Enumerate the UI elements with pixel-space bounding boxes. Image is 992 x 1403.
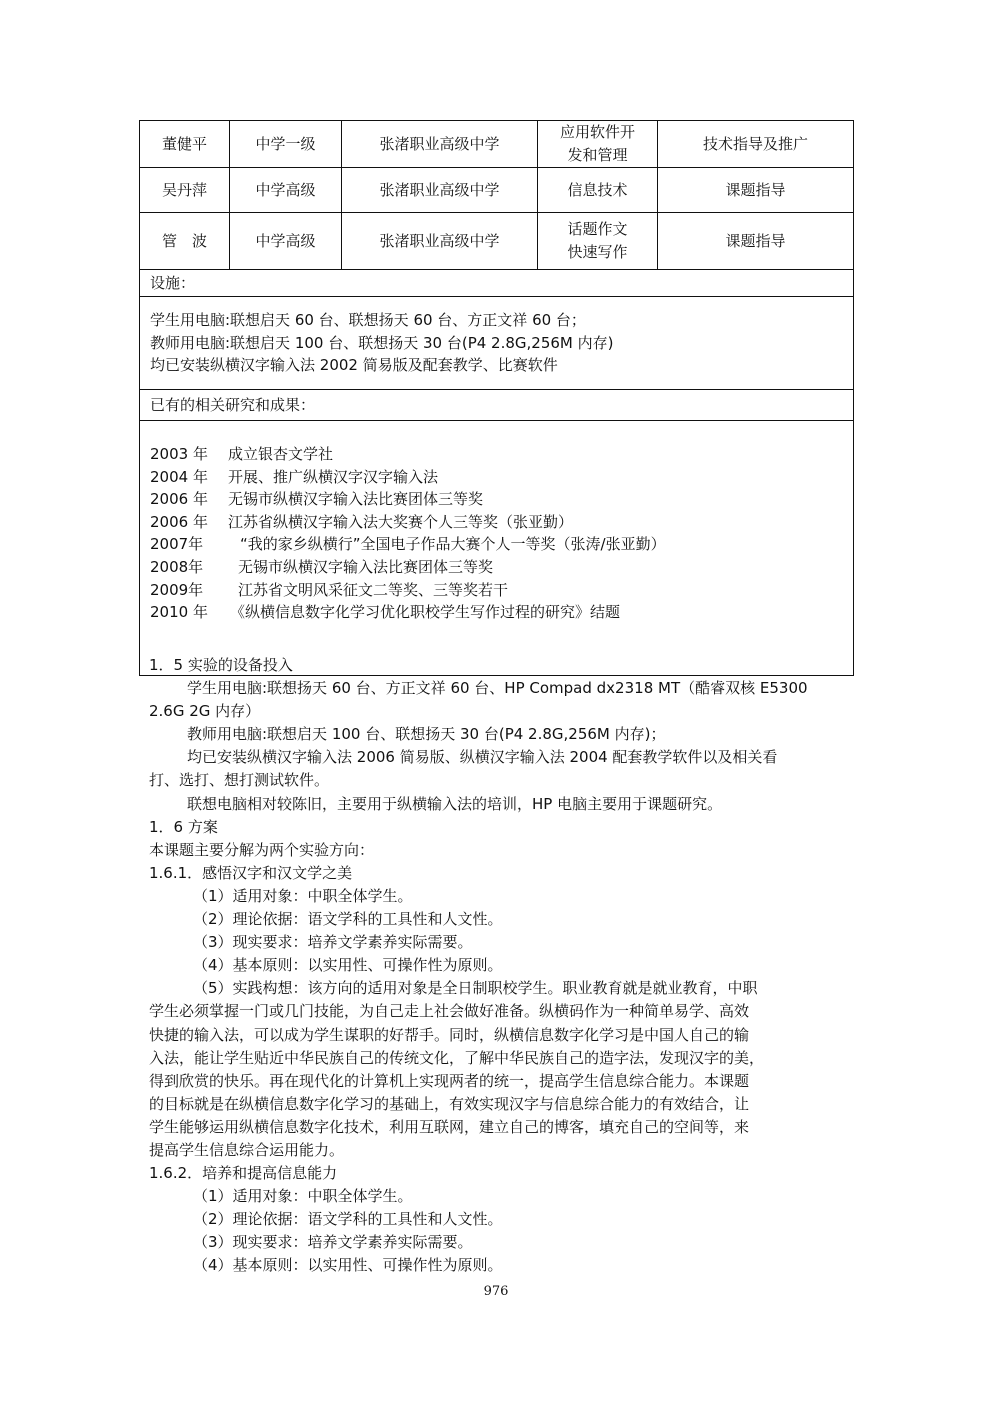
list-item: （3）现实要求：培养文学素养实际需要。 [193,933,473,952]
member-name: 管 波 [140,213,230,270]
member-title: 中学高级 [230,213,342,270]
achievement-item [150,466,853,489]
practice-line: 得到欣赏的快乐。再在现代化的计算机上实现两者的统一，提高学生信息综合能力。本课题 [149,1071,750,1090]
achievement-year: 2003 年 [150,445,208,463]
achievement-item [150,556,853,579]
achievement-text: 江苏省纵横汉字输入法大奖赛个人三等奖（张亚勤） [228,512,574,531]
results-heading: 已有的相关研究和成果： [140,390,854,421]
member-role: 技术指导及推广 [658,121,854,168]
table-row [140,270,854,297]
practice-line: 学生必须掌握一门或几门技能，为自己走上社会做好准备。纵横码作为一种简单易学、高效 [149,1002,750,1021]
research-team-table [139,120,854,676]
achievement-item [150,443,853,466]
practice-line: 入法，能让学生贴近中华民族自己的传统文化，了解中华民族自己的造字法，发现汉字的美， [149,1048,765,1067]
table-row [140,213,854,270]
table-row [140,421,854,676]
member-field-line: 发和管理 [567,146,628,164]
member-title: 中学高级 [230,168,342,213]
page-number: 976 [483,1284,509,1299]
facilities-line: 均已安装纵横汉字输入法 2002 简易版及配套教学、比赛软件 [150,356,558,375]
document-body [149,654,849,1278]
achievement-year: 2004 年 [150,467,208,486]
facilities-line: 教师用电脑:联想启天 100 台、联想扬天 30 台(P4 2.8G,256M 内存) [150,333,614,352]
table-row [140,168,854,213]
equipment-line: 均已安装纵横汉字输入法 2006 简易版、纵横汉字输入法 2004 配套教学软件以及相关看 [187,748,778,767]
achievement-year: 2007年 [150,535,204,554]
practice-line: 快捷的输入法，可以成为学生谋职的好帮手。同时，纵横信息数字化学习是中国人自己的输 [149,1025,750,1044]
achievement-year: 2008年 [150,557,204,576]
achievement-text: “我的家乡纵横行”全国电子作品大赛个人一等奖（张涛/张亚勤） [240,535,666,554]
member-field-line: 应用软件开 [559,123,635,142]
practice-line: （5）实践构想：该方向的适用对象是全日制职校学生。职业教育就是就业教育，中职 [193,979,758,998]
member-role: 课题指导 [658,213,854,270]
facilities-line: 学生用电脑:联想启天 60 台、联想扬天 60 台、方正文祥 60 台； [150,311,586,330]
achievement-year: 2010 年 [150,603,208,622]
list-item: （2）理论依据：语文学科的工具性和人文性。 [193,1210,503,1229]
section-1-6-1-title: 1.6.1．感悟汉字和汉文学之美 [149,863,353,882]
member-field-line: 快速写作 [567,243,628,261]
achievement-text: 无锡市纵横汉字输入法比赛团体三等奖 [228,490,484,509]
achievement-item [150,511,853,534]
member-school: 张渚职业高级中学 [342,121,538,168]
member-school: 张渚职业高级中学 [342,168,538,213]
achievement-year: 2009年 [150,580,204,599]
achievement-text: 无锡市纵横汉字输入法比赛团体三等奖 [238,557,494,576]
practice-line: 的目标就是在纵横信息数字化学习的基础上，有效实现汉字与信息综合能力的有效结合，让 [149,1094,750,1113]
list-item: （3）现实要求：培养文学素养实际需要。 [193,1233,473,1252]
list-item: （1）适用对象：中职全体学生。 [193,1187,413,1206]
list-item: （4）基本原则：以实用性、可操作性为原则。 [193,1256,503,1275]
achievement-text: 成立银杏文学社 [228,445,334,463]
equipment-line: 2.6G 2G 内存） [149,702,261,721]
member-role: 课题指导 [658,168,854,213]
achievement-item [150,488,853,511]
member-title: 中学一级 [230,121,342,168]
achievement-year: 2006 年 [150,512,208,531]
member-name: 吴丹萍 [140,168,230,213]
member-name: 董健平 [140,121,230,168]
member-field-line: 信息技术 [567,180,628,199]
section-1-6-title: 1．6 方案 [149,817,218,836]
equipment-line: 联想电脑相对较陈旧，主要用于纵横输入法的培训，HP 电脑主要用于课题研究。 [187,794,723,813]
achievement-year: 2006 年 [150,490,208,509]
achievement-item [150,533,853,556]
member-field [538,168,658,213]
achievement-text: 《纵横信息数字化学习优化职校学生写作过程的研究》结题 [230,603,621,622]
table-row [140,297,854,390]
list-item: （1）适用对象：中职全体学生。 [193,886,413,905]
equipment-line: 教师用电脑:联想启天 100 台、联想扬天 30 台(P4 2.8G,256M 内存)； [187,725,666,744]
list-item: （2）理论依据：语文学科的工具性和人文性。 [193,910,503,929]
member-school: 张渚职业高级中学 [342,213,538,270]
list-item: （4）基本原则：以实用性、可操作性为原则。 [193,956,503,975]
member-field [538,213,658,270]
equipment-line: 学生用电脑:联想扬天 60 台、方正文祥 60 台、HP Compad dx2318 MT（酷睿双核 E5300 [187,679,808,698]
section-1-6-2-title: 1.6.2．培养和提高信息能力 [149,1164,338,1183]
achievement-item [150,579,853,602]
practice-line: 提高学生信息综合运用能力。 [149,1140,345,1159]
facilities-content [140,297,854,390]
table-row [140,390,854,421]
equipment-line: 打、选打、想打测试软件。 [149,771,330,790]
achievement-item [150,601,853,624]
section-1-6-intro: 本课题主要分解为两个实验方向： [149,840,375,859]
achievements-list [140,421,854,676]
member-field-line: 话题作文 [567,220,628,239]
achievement-text: 江苏省文明风采征文二等奖、三等奖若干 [238,580,509,599]
table-row [140,121,854,168]
facilities-heading: 设施： [140,270,854,297]
practice-line: 学生能够运用纵横信息数字化技术，利用互联网，建立自己的博客，填充自己的空间等，来 [149,1117,750,1136]
member-field [538,121,658,168]
section-1-5-title: 1．5 实验的设备投入 [149,656,293,674]
achievement-text: 开展、推广纵横汉字汉字输入法 [228,467,439,486]
